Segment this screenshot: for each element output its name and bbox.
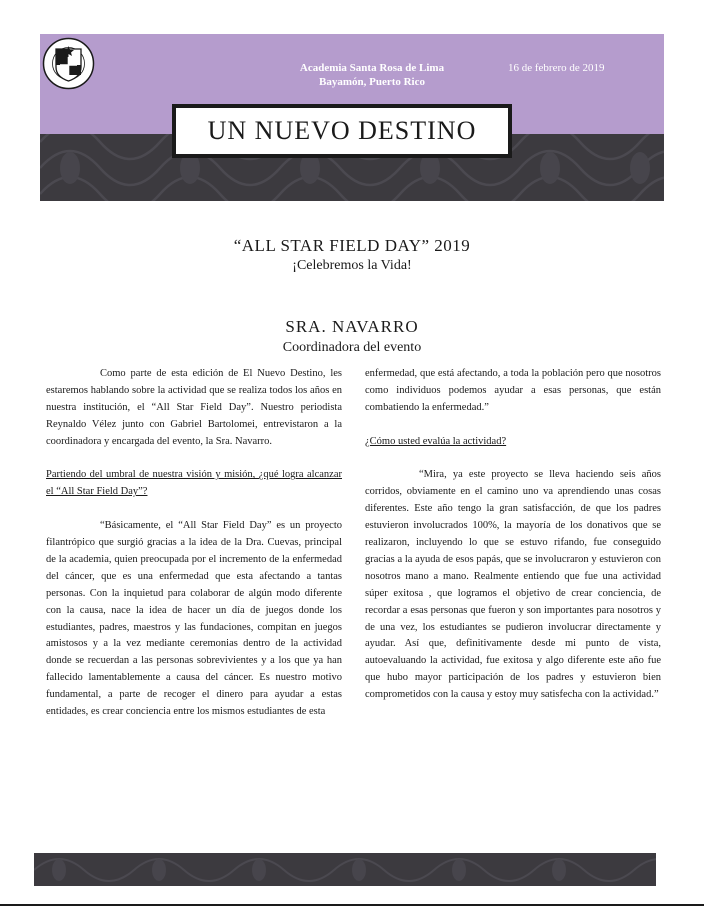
- article-headline: “ALL STAR FIELD DAY” 2019: [233, 236, 471, 255]
- article-column-right: [365, 366, 661, 721]
- interview-answer-1-continued: enfermedad, que está afectando, a toda la población pero que nosotros como individuos podemos ayudar a esas personas, que están combatiendo la enfermedad.”: [365, 368, 661, 413]
- article-author: SRA. NAVARRO: [285, 317, 419, 336]
- interview-question-2: ¿Cómo usted evalúa la actividad?: [365, 435, 507, 447]
- page-bottom-rule: [0, 904, 704, 906]
- school-name-line1: Academia Santa Rosa de Lima: [299, 62, 445, 74]
- interview-answer-1: “Básicamente, el “All Star Field Day” es un proyecto filantrópico que surgió gracias a la idea de la Dra. Cuevas, principal de la academia, quien preocupada por el incremento de la enfermedad del cáncer, que es una enfermedad que esta afectando a tantas personas. Con la inquietud para colaborar de algún modo diferente con la causa, nace la idea de hacer un día de juegos donde los estudiantes, padres, maestros y las fundaciones, compitan en juegos amistosos y a la vez mediante ceremonias dentro de la actividad donde se recuerdan a las personas sobrevivientes y a los que ya han fallecido lamentablemente a causa del cáncer. Es nuestro motivo fundamental, a parte de recoger el dinero para ayudar a estas entidades, es crear conciencia entre los mismos estudiantes de esta: [46, 520, 342, 718]
- interview-question-1: Partiendo del umbral de nuestra visión y misión, ¿qué logra alcanzar el “All Star Field Day”?: [46, 469, 342, 498]
- footer-damask-pattern-icon: [34, 853, 656, 886]
- footer-band: [34, 853, 656, 886]
- article-intro: Como parte de esta edición de El Nuevo Destino, les estaremos hablando sobre la actividad que se realiza todos los años en nuestra institución, el “All Star Field Day”. Nuestro periodista Reynaldo Vélez junto con Gabriel Bartolomei, entrevistaron a la coordinadora y encargada del evento, la Sra. Navarro.: [46, 368, 342, 447]
- school-name-line2: Bayamón, Puerto Rico: [318, 76, 425, 88]
- newsletter-title: UN NUEVO DESTINO: [172, 104, 512, 158]
- school-crest-icon: [42, 37, 95, 90]
- article-author-role: Coordinadora del evento: [282, 340, 422, 355]
- school-name: [272, 61, 472, 89]
- interview-answer-2: “Mira, ya este proyecto se lleva haciendo seis años corridos, obviamente en el camino uno va aprendiendo unas cosas diferentes. Este año tengo la gran satisfacción, de que los padres estuvieron involucrados 100%, la mayoría de los donativos que se realizaron, incluyendo lo que se estuvo rifando, fue conseguido gracias a la ayuda de esos papás, que se involucraron y estuvieron con nosotros mano a mano. Realmente entiendo que fue una actividad súper exitosa , que logramos el objetivo de crear conciencia, de recordar a esas personas que fueron y son importantes para nosotros y de una vez, los estudiantes se pudieron involucrar directamente y ayudar. Así que, definitivamente desde mi punto de vista, autoevaluando la actividad, fue exitosa y algo diferente este año fue que hubo mayor participación de los padres y estuvieron bien comprometidos con la causa y estoy muy satisfecha con la actividad.”: [365, 469, 661, 701]
- article-column-left: [46, 366, 342, 738]
- article-subheadline: ¡Celebremos la Vida!: [292, 258, 412, 273]
- masthead: [40, 34, 664, 201]
- issue-date: 16 de febrero de 2019: [508, 62, 605, 74]
